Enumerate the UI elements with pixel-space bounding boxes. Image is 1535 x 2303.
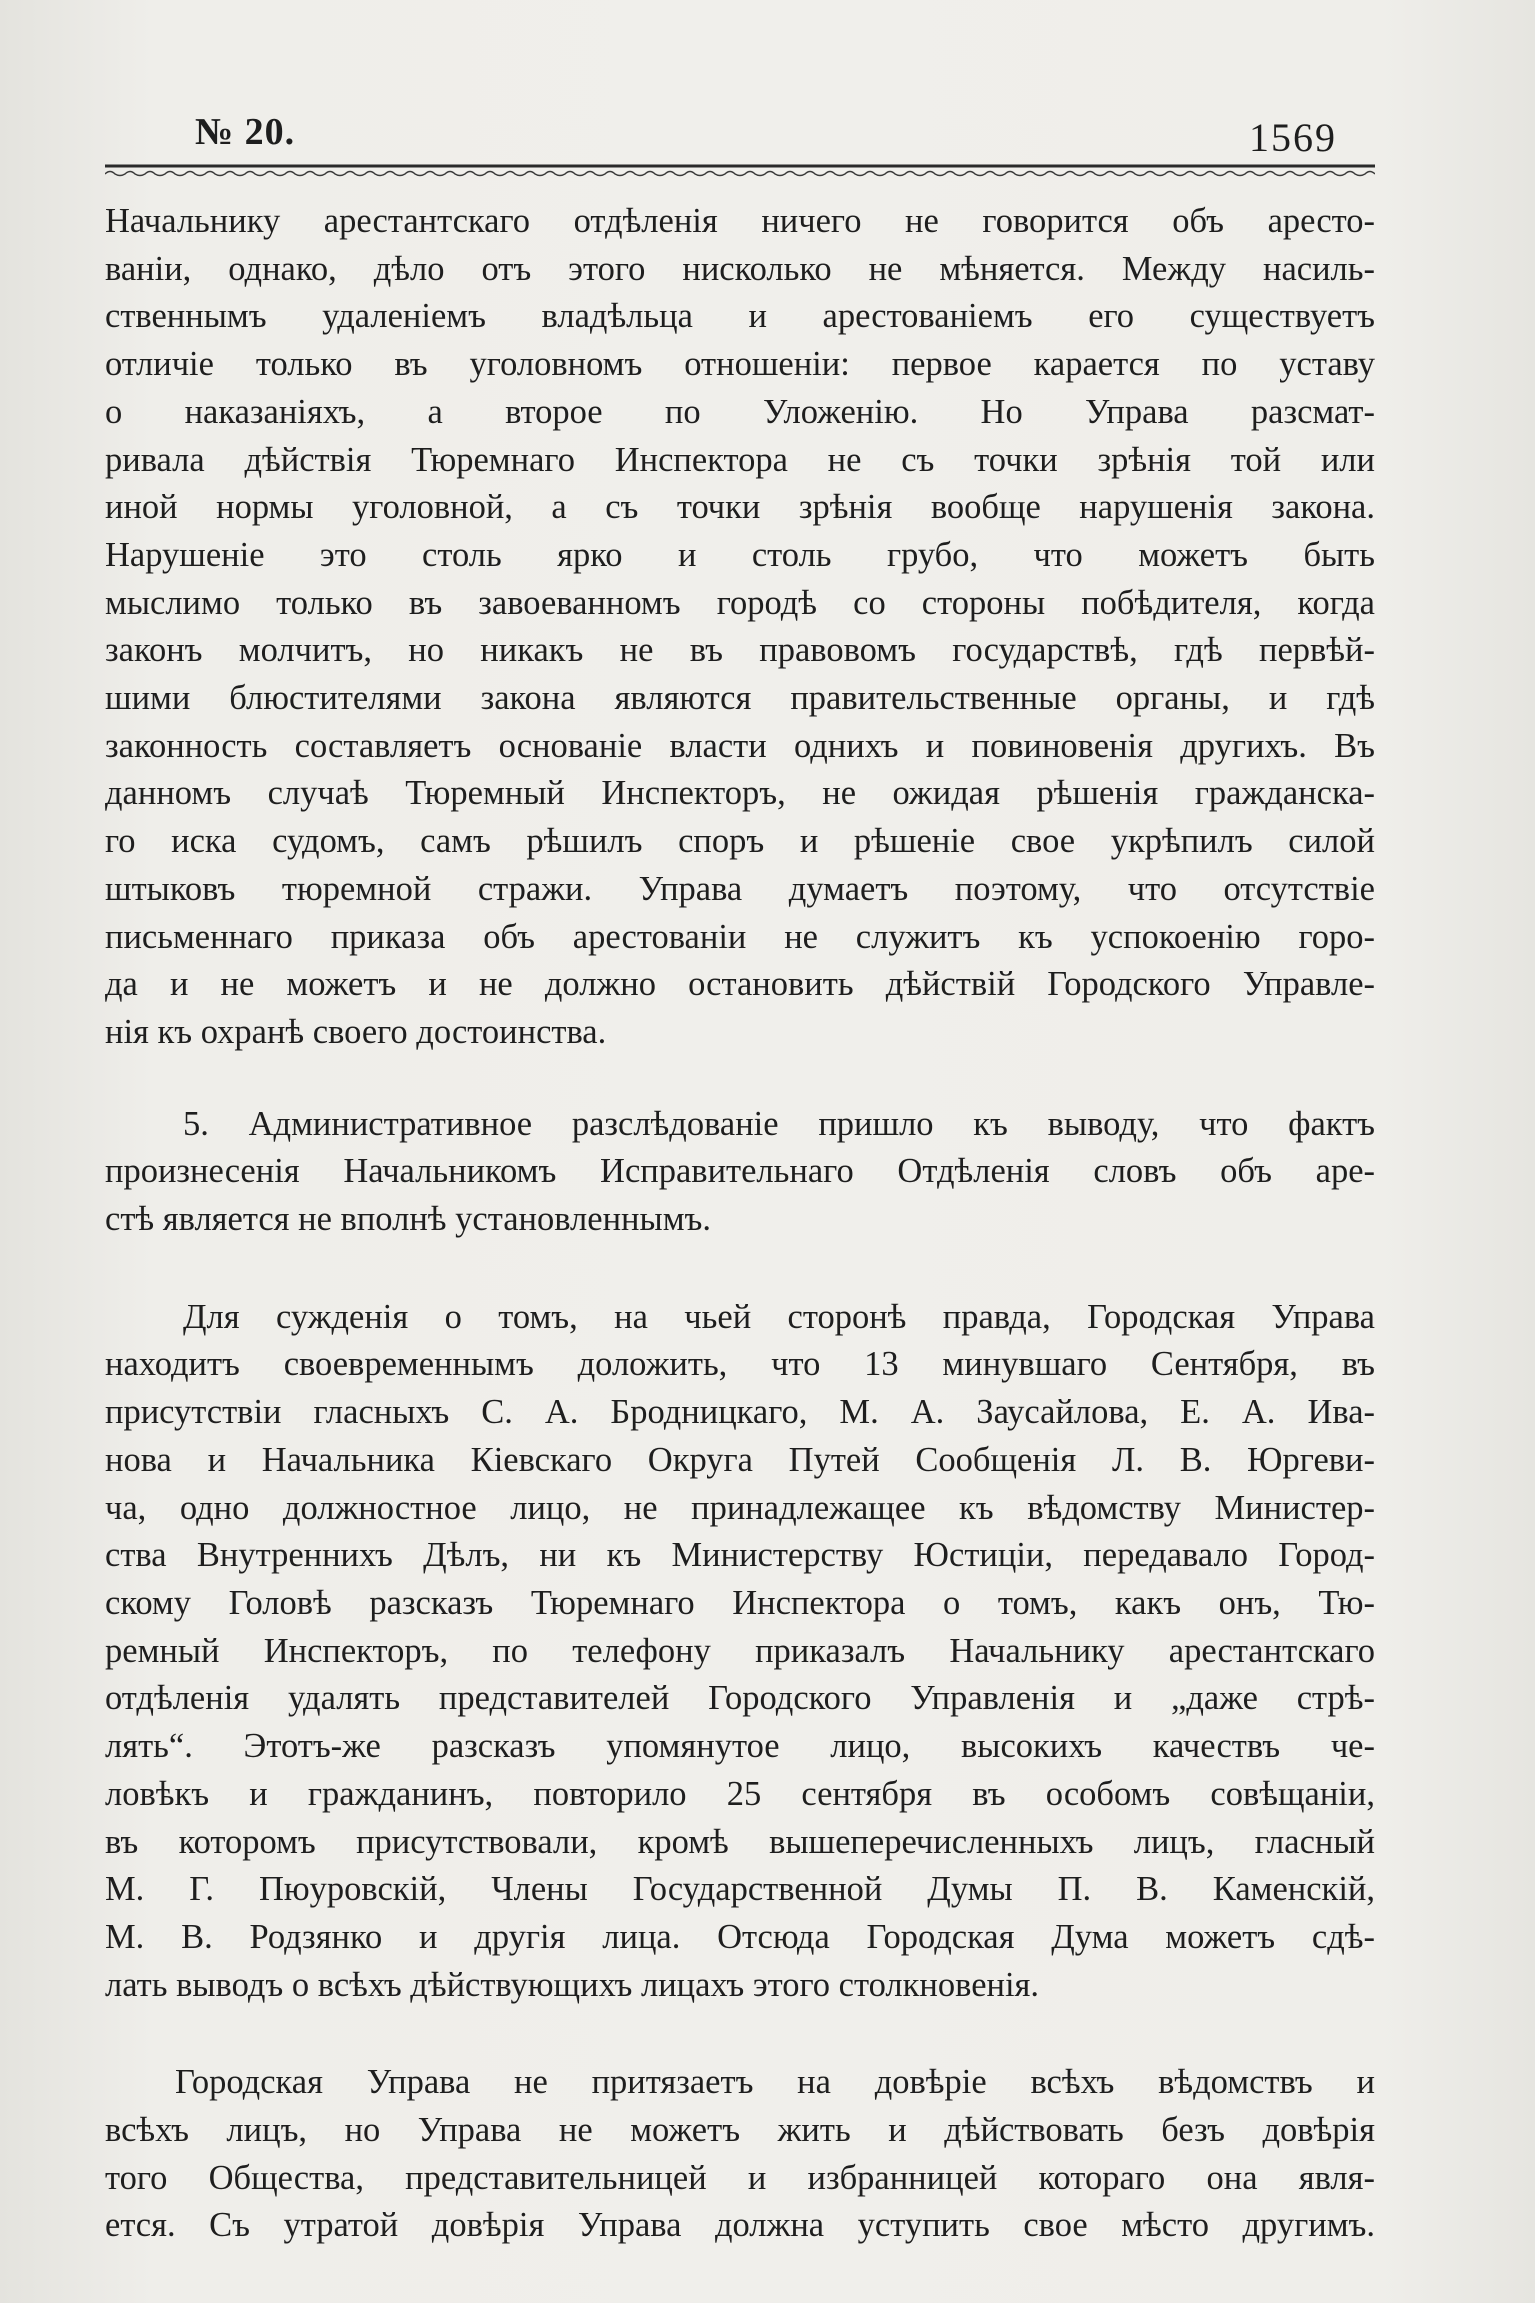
paragraph-gap [105, 1244, 1375, 1294]
text-line: того Общества, представительницей и избранницей котораго она явля- [105, 2158, 1375, 2197]
text-line: Нарушеніе это столь ярко и столь грубо, что можетъ быть [105, 535, 1375, 574]
text-line: лять“. Этотъ-же разсказъ упомянутое лицо, высокихъ качествъ че- [105, 1727, 1375, 1766]
paragraph-3-cont [105, 1341, 1375, 2009]
text-line: присутствіи гласныхъ С. А. Бродницкаго, М. А. Заусайлова, Е. А. Ива- [105, 1393, 1375, 1432]
text-line: штыковъ тюремной стражи. Управа думаетъ поэтому, что отсутствіе [105, 869, 1375, 908]
text-line: ваніи, однако, дѣло отъ этого нисколько не мѣняется. Между насиль- [105, 249, 1375, 288]
text-line: да и не можетъ и не должно остановить дѣйствій Городского Управле- [105, 965, 1375, 1004]
text-line: данномъ случаѣ Тюремный Инспекторъ, не ожидая рѣшенія гражданска- [105, 774, 1375, 813]
text-line: иной нормы уголовной, а съ точки зрѣнія вообще нарушенія закона. [105, 488, 1375, 527]
text-line: ривала дѣйствія Тюремнаго Инспектора не съ точки зрѣнія той или [105, 440, 1375, 479]
text-line: Начальнику арестантскаго отдѣленія ничего не говорится объ аресто- [105, 202, 1375, 240]
text-line: отличіе только въ уголовномъ отношеніи: первое карается по уставу [105, 345, 1375, 384]
text-line: скому Головѣ разсказъ Тюремнаго Инспектора о томъ, какъ онъ, Тю- [105, 1583, 1375, 1622]
header-rule-ornament [105, 162, 1375, 180]
text-line: ремный Инспекторъ, по телефону приказалъ Начальнику арестантскаго [105, 1631, 1375, 1670]
text-line: законъ молчитъ, но никакъ не въ правовомъ государствѣ, гдѣ первѣй- [105, 631, 1375, 670]
text-line: произнесенія Начальникомъ Исправительнаго Отдѣленія словъ объ аре- [105, 1152, 1375, 1191]
text-line: М. В. Родзянко и другія лица. Отсюда Городская Дума можетъ сдѣ- [105, 1917, 1375, 1956]
text-line: о наказаніяхъ, а второе по Уложенію. Но Управа разсмат- [105, 392, 1375, 431]
text-line: ча, одно должностное лицо, не принадлежащее къ вѣдомству Министер- [105, 1488, 1375, 1527]
text-line: 5. Административное разслѣдованіе пришло къ выводу, что фактъ [183, 1104, 1375, 1143]
paragraph-gap [105, 1057, 1375, 1101]
text-line: отдѣленія удалять представителей Городского Управленія и „даже стрѣ- [105, 1679, 1375, 1718]
page-number: 1569 [1249, 115, 1337, 160]
text-line: ется. Съ утратой довѣрія Управа должна уступить свое мѣсто другимъ. [105, 2206, 1375, 2245]
text-line: Городская Управа не притязаетъ на довѣріе всѣхъ вѣдомствъ и [175, 2063, 1375, 2102]
text-line: шими блюстителями закона являются правительственные органы, и гдѣ [105, 679, 1375, 718]
text-line: го иска судомъ, самъ рѣшилъ споръ и рѣшеніе свое укрѣпилъ силой [105, 822, 1375, 861]
paragraph-2 [105, 1101, 1375, 1149]
text-line: письменнаго приказа объ арестованіи не служитъ къ успокоенію горо- [105, 917, 1375, 956]
text-line: нія къ охранѣ своего достоинства. [105, 1012, 607, 1051]
page-header [105, 110, 1375, 170]
body-text [105, 198, 1375, 2250]
text-line: М. Г. Пюуровскій, Члены Государственной Думы П. В. Каменскій, [105, 1870, 1375, 1909]
text-line: Для сужденія о томъ, на чьей сторонѣ правда, Городская Управа [183, 1297, 1375, 1336]
paragraph-1 [105, 198, 1375, 1057]
text-line: находитъ своевременнымъ доложить, что 13 минувшаго Сентября, въ [105, 1345, 1375, 1384]
text-line: лать выводъ о всѣхъ дѣйствующихъ лицахъ этого столкновенія. [105, 1965, 1040, 2004]
text-line: въ которомъ присутствовали, кромѣ вышеперечисленныхъ лицъ, гласный [105, 1822, 1375, 1861]
paragraph-2-cont [105, 1148, 1375, 1243]
text-line: ственнымъ удаленіемъ владѣльца и арестованіемъ его существуетъ [105, 297, 1375, 336]
paragraph-gap [105, 2009, 1375, 2059]
text-line: законность составляетъ основаніе власти однихъ и повиновенія другихъ. Въ [105, 726, 1375, 765]
paragraph-4 [105, 2059, 1375, 2107]
issue-number: № 20. [195, 111, 296, 153]
text-line: нова и Начальника Кіевскаго Округа Путей Сообщенія Л. В. Юргеви- [105, 1440, 1375, 1479]
paragraph-4-cont [105, 2107, 1375, 2250]
text-line: мыслимо только въ завоеванномъ городѣ со стороны побѣдителя, когда [105, 583, 1375, 622]
text-line: всѣхъ лицъ, но Управа не можетъ жить и дѣйствовать безъ довѣрія [105, 2111, 1375, 2150]
text-line: стѣ является не вполнѣ установленнымъ. [105, 1200, 711, 1239]
header-rule [105, 162, 1375, 180]
paragraph-3 [105, 1294, 1375, 1342]
text-line: ловѣкъ и гражданинъ, повторило 25 сентября въ особомъ совѣщаніи, [105, 1774, 1375, 1813]
text-line: ства Внутреннихъ Дѣлъ, ни къ Министерству Юстиціи, передавало Город- [105, 1536, 1375, 1575]
